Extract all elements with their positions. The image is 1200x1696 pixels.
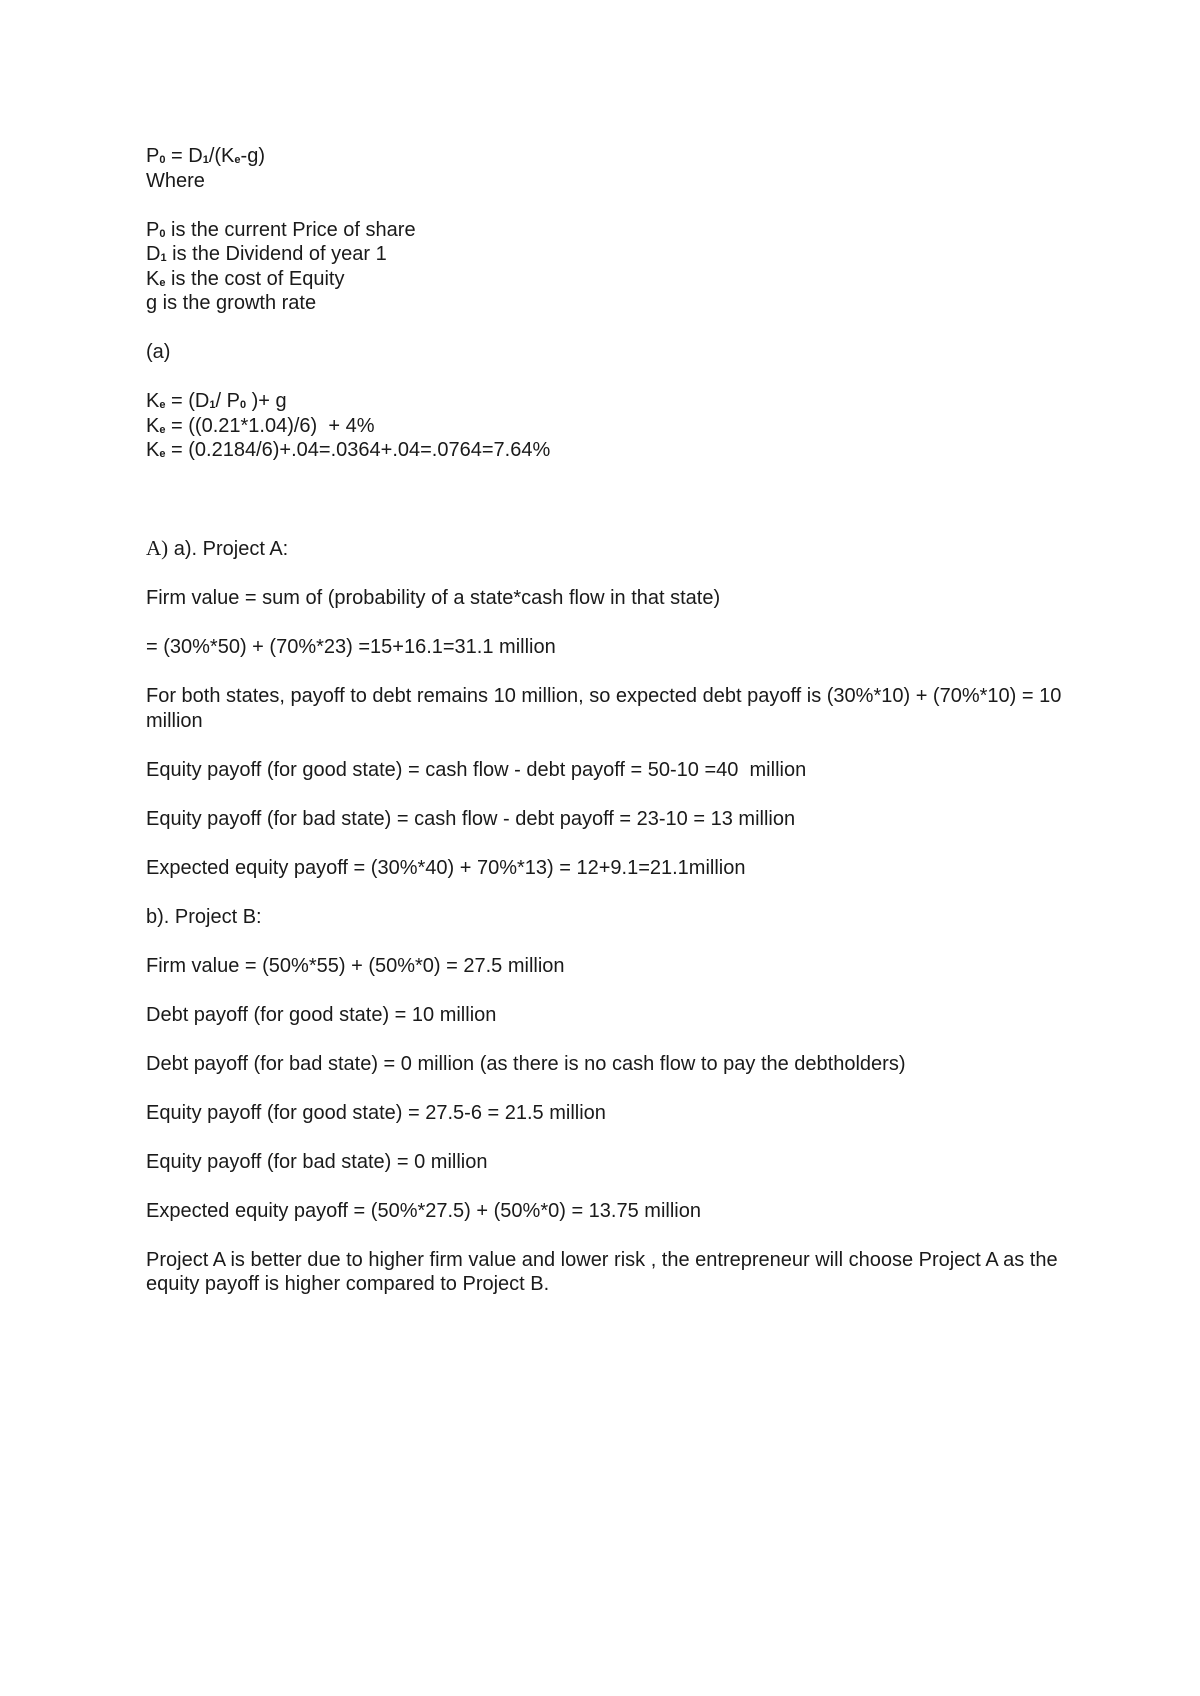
project-b-line-6: Expected equity payoff = (50%*27.5) + (50%*0) = 13.75 million: [146, 1199, 701, 1222]
project-a-line-4: Equity payoff (for good state) = cash flow - debt payoff = 50-10 =40 million: [146, 758, 807, 781]
project-a-line-2: = (30%*50) + (70%*23) =15+16.1=31.1 million: [146, 636, 556, 658]
project-a-line-6: Expected equity payoff = (30%*40) + 70%*13) = 12+9.1=21.1million: [146, 856, 746, 879]
project-b-line-4: Equity payoff (for good state) = 27.5-6 = 21.5 million: [146, 1101, 606, 1124]
section-a-marker: A): [146, 536, 169, 560]
project-b-line-2: Debt payoff (for good state) = 10 million: [146, 1003, 497, 1026]
definition-d1: $D_1$ is the Dividend of year 1: [146, 243, 387, 265]
project-b-heading: b). Project B:: [146, 905, 262, 928]
definition-ke: $K_e$ is the cost of Equity: [146, 267, 345, 290]
conclusion: Project A is better due to higher firm value and lower risk , the entrepreneur will choose Project A as the equity payoff is higher compared to Project B.: [146, 1248, 1064, 1295]
project-a-line-3: For both states, payoff to debt remains 10 million, so expected debt payoff is (30%*10) + (70%*10) = 10 million: [146, 685, 1067, 732]
section-a-heading: A) a). Project A:: [146, 536, 289, 560]
project-b-line-3: Debt payoff (for bad state) = 0 million (as there is no cash flow to pay the debtholders): [146, 1052, 906, 1075]
project-b-line-5: Equity payoff (for bad state) = 0 million: [146, 1150, 488, 1173]
ke-calc-line-1: $K_e = (D_1/$ $P_0$ )+ g: [146, 390, 287, 412]
document-page: [146, 144, 1076, 1297]
definition-p0: $P_0$ is the current Price of share: [146, 218, 416, 241]
part-a-label: (a): [146, 341, 171, 363]
project-a-line-5: Equity payoff (for bad state) = cash flow - debt payoff = 23-10 = 13 million: [146, 807, 796, 830]
definition-g: g is the growth rate: [146, 292, 317, 314]
where-label: Where: [146, 169, 205, 192]
ke-calc-line-2: $K_e = ((0.21*1.04)/6) + 4\%$: [146, 414, 375, 437]
project-a-line-1: Firm value = sum of (probability of a state*cash flow in that state): [146, 587, 721, 609]
main-formula: $P_0 = D_1/(K_e-g)$: [146, 145, 265, 167]
project-b-line-1: Firm value = (50%*55) + (50%*0) = 27.5 million: [146, 954, 565, 977]
ke-calc-line-3: $K_e = (0.2184/6)+.04=.0364+.04=.0764=7.64\%$: [146, 439, 551, 461]
